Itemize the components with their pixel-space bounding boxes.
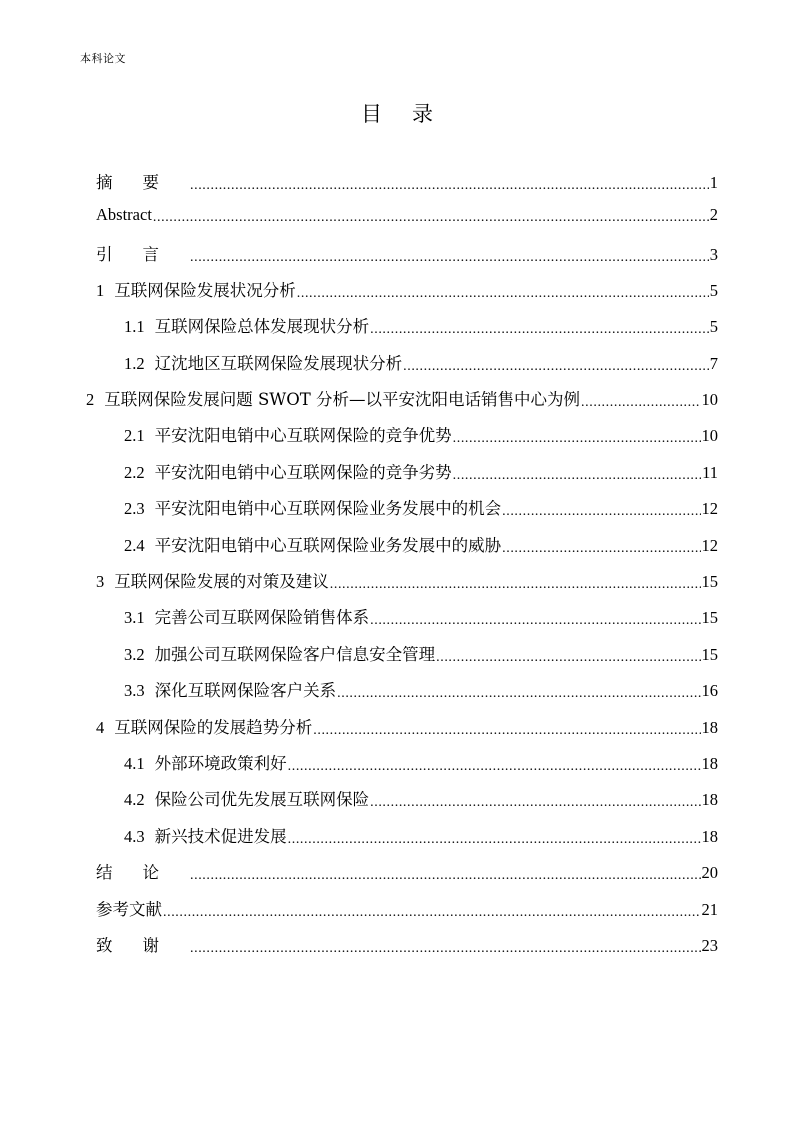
toc-entry-section-1-1[interactable]	[124, 313, 718, 349]
toc-leader-dots	[502, 504, 700, 520]
toc-entry-section-2-3[interactable]	[124, 495, 718, 531]
toc-entry-section-2-1[interactable]	[124, 422, 718, 458]
toc-leader-dots	[453, 431, 701, 447]
toc-leader-dots	[502, 541, 700, 557]
toc-entry-page: 23	[701, 936, 718, 955]
toc-entry-page: 20	[701, 863, 718, 882]
toc-entry-label: 引言	[96, 245, 189, 264]
toc-entry-label: 平安沈阳电销中心互联网保险的竞争优势	[154, 426, 452, 445]
toc-entry-chapter-4[interactable]	[96, 714, 718, 750]
toc-leader-dots	[163, 905, 701, 921]
toc-leader-dots	[436, 650, 700, 666]
toc-entry-label: 致谢	[96, 936, 189, 955]
toc-entry-page: 15	[701, 572, 718, 591]
toc-entry-page: 5	[709, 317, 718, 336]
toc-entry-number: 1.2	[124, 354, 145, 373]
toc-entry-number: 4.3	[124, 827, 145, 846]
toc-entry-page: 5	[709, 281, 718, 300]
toc-entry-number: 4.2	[124, 790, 145, 809]
toc-entry-label: 平安沈阳电销中心互联网保险业务发展中的机会	[154, 499, 502, 518]
toc-entry-section-3-3[interactable]	[124, 677, 718, 713]
page-title: 目录	[361, 102, 463, 126]
toc-leader-dots	[288, 832, 701, 848]
toc-entry-label: 外部环境政策利好	[154, 754, 287, 773]
toc-entry-page: 18	[701, 790, 718, 809]
toc-leader-dots	[288, 759, 701, 775]
toc-entry-label: 互联网保险发展问题 SWOT 分析—以平安沈阳电话销售中心为例	[104, 390, 581, 409]
toc-entry-page: 15	[701, 645, 718, 664]
toc-entry-label: 互联网保险发展的对策及建议	[114, 572, 329, 591]
toc-entry-section-4-1[interactable]	[124, 750, 718, 786]
toc-entry-number: 3.2	[124, 645, 145, 664]
toc-entry-page: 16	[701, 681, 718, 700]
toc-entry-page: 12	[701, 499, 718, 518]
toc-entry-conclusion[interactable]	[96, 859, 718, 895]
toc-entry-introduction[interactable]	[96, 241, 718, 277]
toc-entry-section-2-4[interactable]	[124, 532, 718, 568]
toc-entry-number: 3	[96, 572, 105, 591]
toc-entry-section-3-1[interactable]	[124, 604, 718, 640]
toc-leader-dots	[190, 941, 701, 957]
toc-entry-page: 1	[709, 173, 718, 192]
toc-leader-dots	[370, 322, 709, 338]
toc-entry-label: 新兴技术促进发展	[154, 827, 287, 846]
toc-leader-dots	[581, 395, 700, 411]
toc-entry-page: 15	[701, 608, 718, 627]
toc-entry-number: 2.3	[124, 499, 145, 518]
toc-entry-chapter-3[interactable]	[96, 568, 718, 604]
toc-entry-number: 2.4	[124, 536, 145, 555]
running-header: 本科论文	[80, 52, 126, 65]
toc-entry-label: 辽沈地区互联网保险发展现状分析	[154, 354, 403, 373]
toc-entry-acknowledgements[interactable]	[96, 932, 718, 968]
toc-entry-number: 1.1	[124, 317, 145, 336]
toc-entry-page: 18	[701, 827, 718, 846]
toc-entry-page: 18	[701, 754, 718, 773]
toc-entry-label: Abstract	[96, 205, 152, 224]
toc-entry-label: 互联网保险发展状况分析	[114, 281, 296, 300]
toc-entry-page: 10	[701, 390, 718, 409]
toc-entry-number: 4.1	[124, 754, 145, 773]
toc-entry-references[interactable]	[96, 896, 718, 932]
toc-entry-chapter-1[interactable]	[96, 277, 718, 313]
toc-entry-number: 4	[96, 718, 105, 737]
toc-entry-label: 平安沈阳电销中心互联网保险业务发展中的威胁	[154, 536, 502, 555]
toc-leader-dots	[330, 577, 701, 593]
toc-entry-label: 结论	[96, 863, 189, 882]
toc-entry-page: 18	[701, 718, 718, 737]
toc-entry-page: 2	[709, 205, 718, 224]
toc-entry-abstract-en[interactable]	[96, 205, 718, 241]
toc-entry-page: 12	[701, 536, 718, 555]
toc-leader-dots	[190, 868, 701, 884]
toc-entry-label: 保险公司优先发展互联网保险	[154, 790, 370, 809]
toc-entry-label: 摘要	[96, 173, 189, 192]
toc-entry-page: 10	[701, 426, 718, 445]
toc-leader-dots	[190, 250, 709, 266]
toc-entry-label: 平安沈阳电销中心互联网保险的竞争劣势	[154, 463, 452, 482]
toc-entry-number: 2.1	[124, 426, 145, 445]
toc-leader-dots	[313, 723, 700, 739]
toc-entry-section-4-3[interactable]	[124, 823, 718, 859]
toc-entry-number: 3.1	[124, 608, 145, 627]
toc-entry-chapter-2[interactable]	[86, 386, 718, 422]
toc-entry-label: 加强公司互联网保险客户信息安全管理	[154, 645, 436, 664]
toc-entry-label: 深化互联网保险客户关系	[154, 681, 337, 700]
toc-entry-number: 3.3	[124, 681, 145, 700]
toc-entry-abstract-cn[interactable]	[96, 169, 718, 205]
toc-leader-dots	[403, 359, 709, 375]
toc-leader-dots	[370, 613, 700, 629]
toc-entry-page: 21	[701, 900, 718, 919]
toc-entry-number: 2.2	[124, 463, 145, 482]
toc-entry-label: 互联网保险的发展趋势分析	[114, 718, 313, 737]
toc-entry-page: 7	[709, 354, 718, 373]
toc-leader-dots	[153, 210, 709, 226]
toc-leader-dots	[190, 178, 709, 194]
toc-entry-label: 互联网保险总体发展现状分析	[154, 317, 370, 336]
toc-leader-dots	[337, 686, 700, 702]
toc-entry-page: 3	[709, 245, 718, 264]
toc-leader-dots	[370, 795, 700, 811]
toc-entry-section-2-2[interactable]	[124, 459, 718, 495]
toc-leader-dots	[453, 468, 701, 484]
toc-entry-number: 2	[86, 390, 95, 409]
toc-entry-section-3-2[interactable]	[124, 641, 718, 677]
toc-entry-section-1-2[interactable]	[124, 350, 718, 386]
toc-entry-label: 完善公司互联网保险销售体系	[154, 608, 370, 627]
header-rule	[80, 70, 714, 71]
toc-leader-dots	[297, 286, 709, 302]
toc-entry-page: 11	[702, 463, 718, 482]
toc-entry-label: 参考文献	[96, 900, 162, 919]
toc-entry-number: 1	[96, 281, 105, 300]
toc-entry-section-4-2[interactable]	[124, 786, 718, 822]
